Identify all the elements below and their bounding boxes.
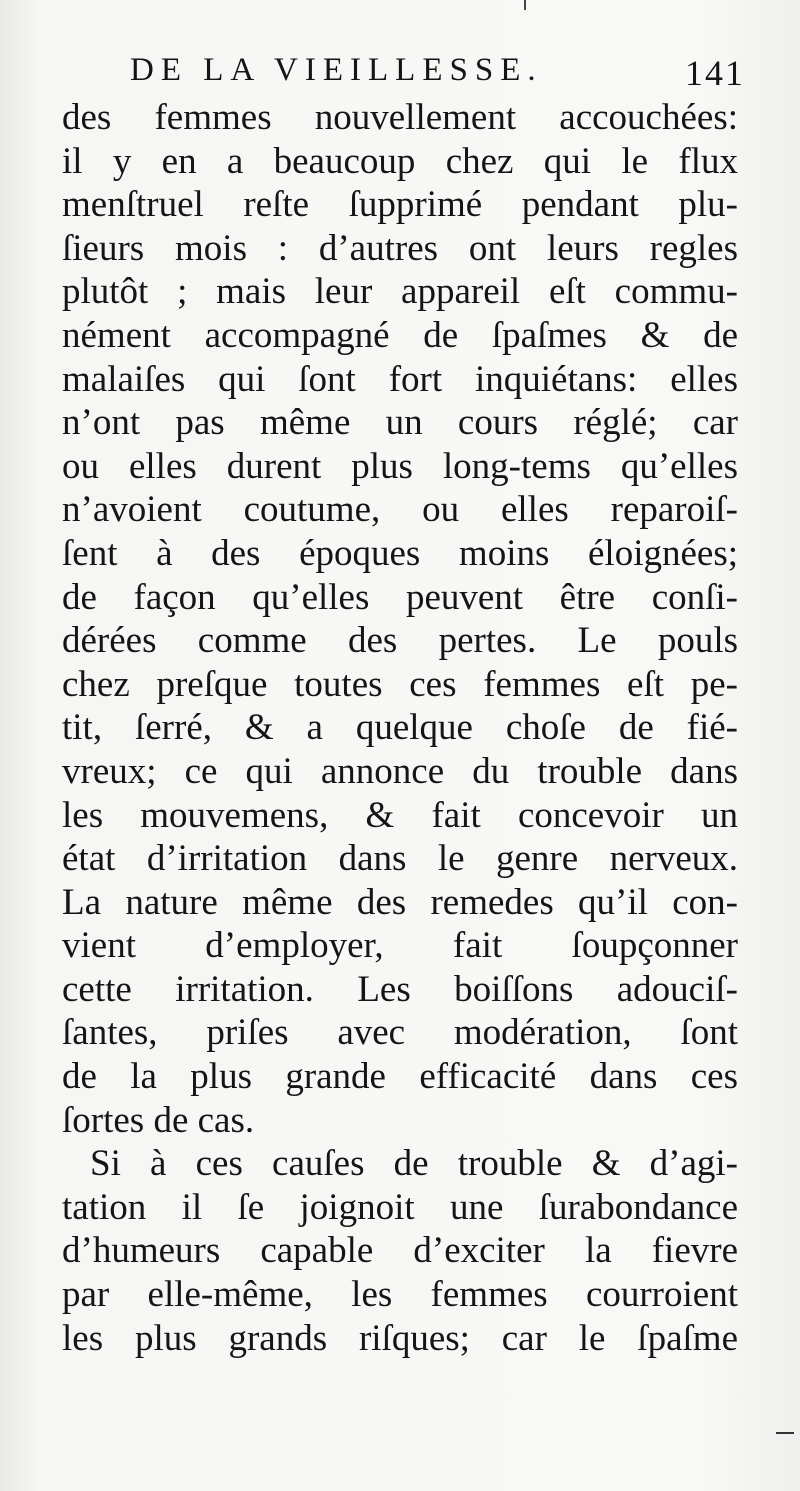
body-text [62, 96, 738, 1360]
text-line: d’humeurs capable d’exciter la fievre [62, 1230, 738, 1272]
text-line: de la plus grande efficacité dans ces [62, 1056, 738, 1098]
text-line: ſantes, priſes avec modération, ſont [62, 1012, 738, 1054]
text-line: ou elles durent plus long-tems qu’elles [62, 445, 738, 487]
text-line: ſortes de cas. [62, 1099, 255, 1141]
text-line: par elle-même, les femmes courroient [62, 1274, 738, 1316]
text-line: des femmes nouvellement accouchées: [62, 97, 738, 138]
text-line: cette irritation. Les boiſſons adouciſ- [62, 968, 738, 1010]
text-line: les mouvemens, & fait concevoir un [62, 794, 738, 836]
text-line: état d’irritation dans le genre nerveux. [62, 838, 738, 880]
text-line: ſent à des époques moins éloignées; [62, 532, 738, 574]
text-line: vreux; ce qui annonce du trouble dans [62, 750, 738, 792]
text-line: ſieurs mois : d’autres ont leurs regles [62, 227, 738, 269]
text-line: menſtruel reſte ſupprimé pendant plu- [62, 184, 738, 226]
text-line: tation il ſe joignoit une ſurabondance [62, 1186, 738, 1228]
page-number: 141 [685, 53, 745, 93]
text-line: La nature même des remedes qu’il con- [62, 881, 738, 923]
text-line: de façon qu’elles peuvent être conſi- [62, 576, 738, 618]
page-header [70, 52, 745, 102]
margin-mark [776, 1432, 794, 1434]
page-mark [524, 0, 526, 10]
text-line: chez preſque toutes ces femmes eſt pe- [62, 663, 738, 705]
paragraph-start-line: Si à ces cauſes de trouble & d’agi- [90, 1143, 738, 1185]
text-line: tit, ſerré, & a quelque choſe de fié- [62, 707, 738, 749]
text-line: nément accompagné de ſpaſmes & de [62, 314, 738, 356]
text-line: malaiſes qui ſont fort inquiétans: elles [62, 358, 738, 400]
text-line: dérées comme des pertes. Le pouls [62, 620, 738, 662]
text-line: il y en a beaucoup chez qui le flux [62, 140, 738, 182]
running-title: DE LA VIEILLESSE. [130, 52, 543, 88]
text-line: n’avoient coutume, ou elles reparoiſ- [62, 489, 738, 531]
text-line: n’ont pas même un cours réglé; car [62, 402, 738, 444]
text-line: les plus grands riſques; car le ſpaſme [62, 1317, 738, 1359]
text-line: plutôt ; mais leur appareil eſt commu- [62, 271, 738, 313]
text-line: vient d’employer, fait ſoupçonner [62, 925, 738, 967]
